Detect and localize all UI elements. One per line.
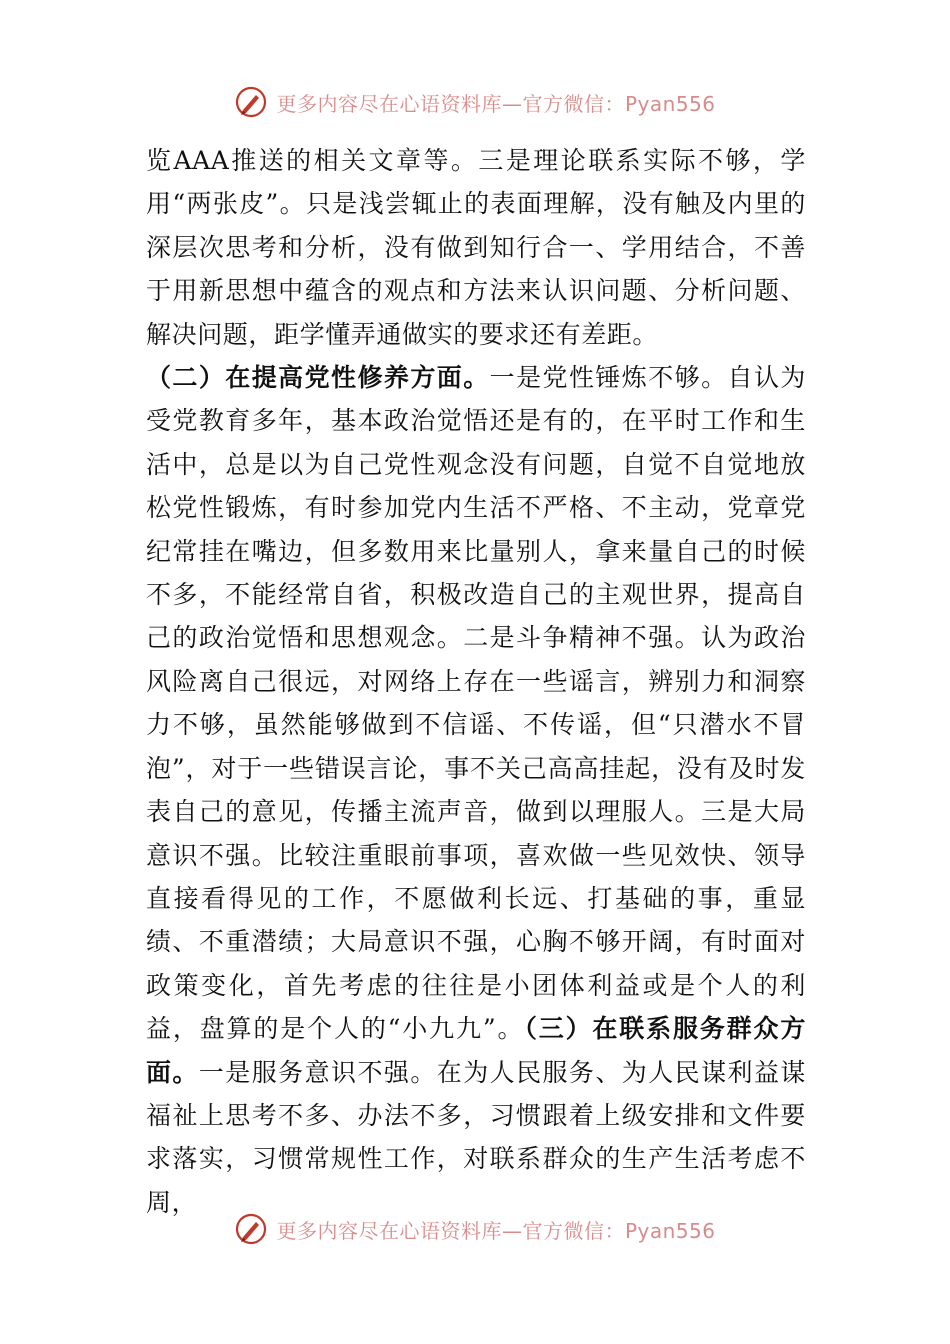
section-heading: （二）在提高党性修养方面。 xyxy=(146,363,490,393)
pen-seal-icon xyxy=(234,1212,268,1246)
paragraph-text: 一是党性锤炼不够。自认为受党教育多年，基本政治觉悟还是有的，在平时工作和生活中，总是以为自己党性观念没有问题，自觉不自觉地放松党性锻炼，有时参加党内生活不严格、不主动，党章党纪常挂在嘴边，但多数用来比量别人，拿来量自己的时候不多，不能经常自省，积极改造自己的主观世界，提高自己的政治觉悟和思想观念。二是斗争精神不强。认为政治风险离自己很远，对网络上存在一些谣言，辨别力和洞察力不够，虽然能够做到不信谣、不传谣，但“只潜水不冒泡”，对于一些错误言论，事不关己高高挂起，没有及时发表自己的意见，传播主流声音，做到以理服人。三是大局意识不强。比较注重眼前事项，喜欢做一些见效快、领导直接看得见的工作，不愿做利长远、打基础的事，重显绩、不重潜绩；大局意识不强，心胸不够开阔，有时面对政策变化，首先考虑的往往是小团体利益或是个人的利益，盘算的是个人的“小九九”。 xyxy=(146,363,807,1044)
paragraph-text: 一是服务意识不强。在为人民服务、为人民谋利益谋福祉上思考不多、办法不多，习惯跟着上级安排和文件要求落实，习惯常规性工作，对联系群众的生产生活考虑不周， xyxy=(146,1057,806,1217)
section-heading: （三）在联系服务群众方面。 xyxy=(146,1014,806,1087)
paragraph xyxy=(146,356,806,1224)
footer-watermark xyxy=(0,1209,950,1249)
header-watermark xyxy=(0,82,950,122)
document-body xyxy=(146,139,806,1224)
pen-seal-icon xyxy=(234,85,268,119)
paragraph: 览AAA推送的相关文章等。三是理论联系实际不够，学用“两张皮”。只是浅尝辄止的表面理解，没有触及内里的深层次思考和分析，没有做到知行合一、学用结合，不善于用新思想中蕴含的观点和方法来认识问题、分析问题、解决问题，距学懂弄通做实的要求还有差距。 xyxy=(146,146,806,349)
watermark-text: 更多内容尽在心语资料库—官方微信：Pyan556 xyxy=(276,91,716,116)
watermark-text: 更多内容尽在心语资料库—官方微信：Pyan556 xyxy=(276,1218,716,1243)
